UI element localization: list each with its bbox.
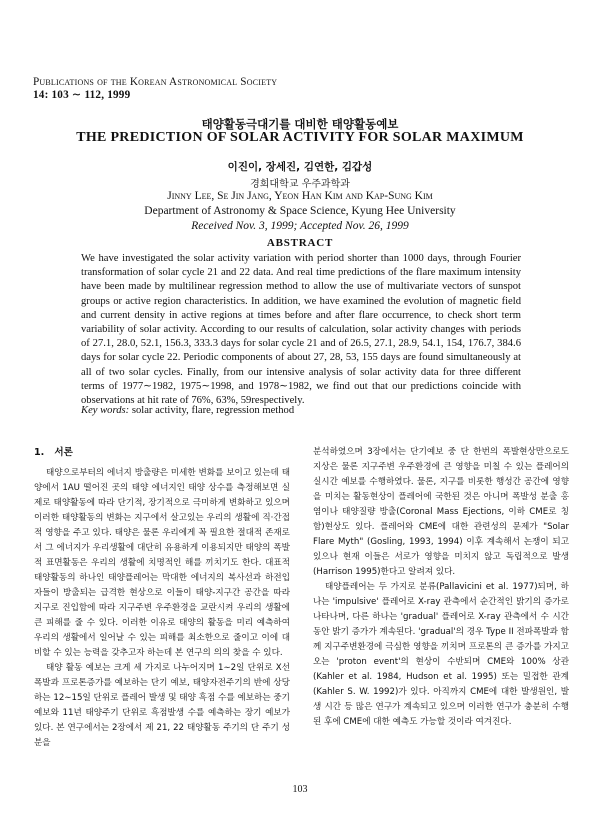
journal-name: Publications of the Korean Astronomical Society: [33, 76, 278, 88]
title-korean: 태양활동극대기를 대비한 태양활동예보: [201, 117, 399, 131]
paragraph: 태양 활동 예보는 크게 세 가지로 나누어지며 1∼2일 단위로 X선 폭발과 프로톤증가를 예보하는 단기 예보, 태양자전주기의 반에 상당하는 12∼15일 단위로 플레어 발생 및 태양 흑점 수를 예보하는 중기 예보와 11년 태양주기 단위로 흑점발생 수를 예측하는 장기 예보가 있다. 본 연구에서는 2장에서 제 21, 22 태양활동 주기의 단 주기 성분을: [34, 663, 290, 748]
right-column: [313, 445, 569, 730]
received-date: Received Nov. 3, 1999; Accepted Nov. 26, 1999: [191, 220, 409, 232]
keywords: [81, 405, 521, 416]
keywords-text: solar activity, flare, regression method: [131, 405, 295, 416]
section-heading: 1. 서론: [34, 447, 73, 458]
page-number: 103: [292, 784, 308, 795]
left-column: [34, 445, 290, 751]
paragraph: 태양으로부터의 에너지 방출량은 미세한 변화를 보이고 있는데 태양에서 1AU 떨어진 곳의 태양 에너지인 태양 상수를 측정해보면 실제로 태양활동에 따라 단기적, 장기적으로 극미하게 변화하고 있으며 이러한 태양활동의 변화는 지구에서 살고있는 우리의 생활에 직·간접적 영향을 주고 있다. 태양은 물론 우리에게 꼭 필요한 절대적 존재로서 그 에너지가 우리생활에 대단히 유용하게 이용되지만 태양의 폭발적 표면활동은 우리의 생활에 치명적인 해를 끼치기도 한다. 대표적 태양활동의 하나인 태양플레어는 막대한 에너지의 복사선과 하전입자들이 방출되는 급격한 현상으로 이들이 태양-지구간 공간을 따라 지구로 진입함에 따라 지구주변 우주환경을 교란시켜 우리의 생활에 큰 피해를 줄 수 있다. 이러한 이유로 태양의 활동을 미리 예측하여 우리의 생활에서 일어날 수 있는 피해를 최소한으로 줄이고 이에 대비할 수 있는 능력을 갖추고자 하는데 본 연구의 의의 찾을 수 있다.: [34, 468, 290, 658]
keywords-label: Key words:: [81, 405, 130, 416]
affiliation-english: Department of Astronomy & Space Science, Kyung Hee University: [144, 205, 456, 217]
title-english: THE PREDICTION OF SOLAR ACTIVITY FOR SOLAR MAXIMUM: [76, 130, 524, 145]
abstract-text: We have investigated the solar activity variation with period shorter than 1000 days, through Fourier transformation of solar cycle 21 and 22 data. And real time predictions of the flare maximum intensity have been made by multilinear regression method to allow the use of multivariate vectors of sunspot groups or active region characteristics. In addition, we have examined the evolution of magnetic field and current density in active regions at times before and after flare occurrence, to check short term variability of solar activity. According to our results of calculation, solar activity changes with periods of 27.1, 28.0, 52.1, 156.3, 333.3 days for solar cycle 21 and of 26.5, 27.1, 28.9, 54.1, 154, 176.7, 384.6 days for solar cycle 22. Periodic components of about 27, 28, 53, 155 days are found simultaneously at all of two solar cycles. Finally, from our intensive analysis of solar activity data for three different terms of 1977∼1982, 1975∼1998, and 1978∼1982, we find out that our predictions coincide with observations at hit rate of 76%, 63%, 59respectively.: [81, 253, 521, 407]
abstract-heading: ABSTRACT: [266, 237, 334, 249]
authors-english: Jinny Lee, Se Jin Jang, Yeon Han Kim and Kap-Sung Kim: [167, 190, 433, 202]
paragraph: 태양플레어는 두 가지로 분류(Pallavicini et al. 1977)되며, 하나는 'impulsive' 플레어로 X-ray 관측에서 순간적인 밝기의 증가로 나타나며, 다른 하나는 'gradual' 플레어로 X-ray 관측에서 수 시간 동안 밝기 증가가 계속된다. 'gradual'의 경우 Type II 전파폭발과 함께 지구주변환경에 극심한 영향을 끼치며 프로톤의 큰 증가를 가지고 오는 'proton event'의 현상이 수반되며 CME와 100% 상관(Kahler et al. 1984, Hudson et al. 1995) 또는 밀접한 관계 (Kahler S. W. 1992)가 있다. 아직까지 CME에 대한 발생원인, 발생 시간 등 많은 연구가 계속되고 있으며 이러한 연구가 충분히 수행된 후에 CME에 대한 예측도 가능할 것이라 여겨진다.: [313, 582, 569, 727]
paragraph: 분석하였으며 3장에서는 단기예보 중 단 한번의 폭발현상만으로도 지상은 물론 지구주변 우주환경에 큰 영향을 미칠 수 있는 플레어의 실시간 예보를 수행하였다. 물론, 지구를 비롯한 행성간 공간에 영향을 미치는 활동현상이 플레어에 국한된 것은 아니며 폭발성 분출 홍염이나 태양질량 방출(Coronal Mass Ejections, 이하 CME로 칭함)현상도 있다. 플레어와 CME에 대한 관련성의 문제가 "Solar Flare Myth" (Gosling, 1993, 1994) 이후 계속해서 논쟁이 되고 있으나 현재 이들은 서로가 영향을 미치지 않고 독립적으로 발생(Harrison 1995)한다고 알려져 있다.: [313, 447, 569, 577]
affiliation-korean: 경희대학교 우주과학과: [250, 179, 350, 190]
journal-header: [33, 76, 277, 102]
authors-korean: 이진이, 장세진, 김연한, 김갑성: [227, 161, 373, 173]
journal-volume: 14: 103 ∼ 112, 1999: [33, 89, 131, 101]
